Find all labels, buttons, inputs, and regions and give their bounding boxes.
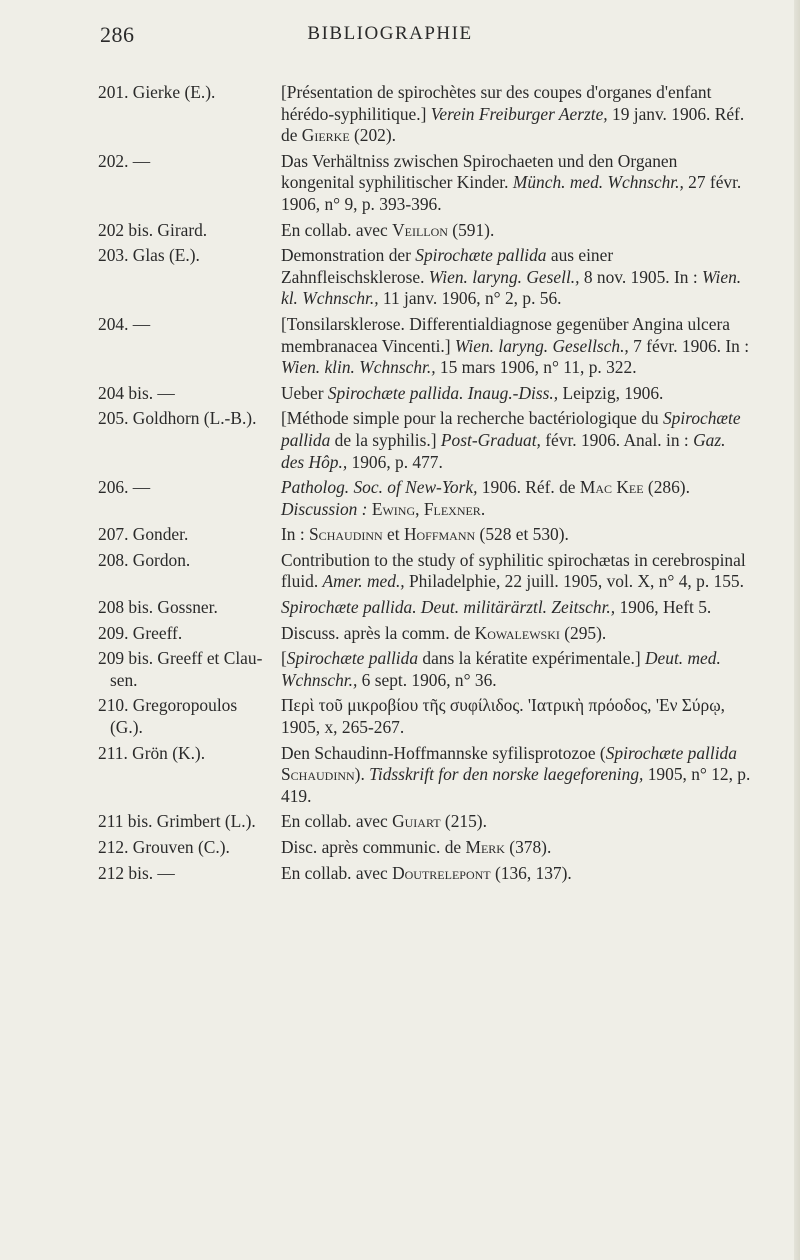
citation-segment: En collab. avec bbox=[281, 862, 393, 883]
citation-segment: Hoffmann bbox=[403, 524, 476, 545]
entry-author-line: 202. — bbox=[98, 150, 151, 171]
bibliography-entry bbox=[0, 383, 800, 405]
entry-citation bbox=[281, 695, 751, 738]
citation-text bbox=[281, 550, 751, 593]
citation-text bbox=[281, 623, 751, 645]
citation-segment: Ewing, Flexner. bbox=[371, 498, 486, 519]
citation-segment: Philadelphie, 22 juill. 1905, vol. X, n° 4, p. 155. bbox=[404, 571, 744, 592]
entry-author-line: 201. Gierke (E.). bbox=[98, 82, 216, 102]
citation-text bbox=[281, 383, 751, 405]
page-number: 286 bbox=[100, 22, 135, 47]
citation-segment: Disc. après communic. de bbox=[281, 837, 466, 857]
bibliography-entry bbox=[0, 524, 800, 546]
citation-segment: Münch. med. Wchnschr., bbox=[512, 172, 684, 193]
citation-segment: Spirochæte pallida bbox=[286, 648, 419, 669]
bibliography-entry bbox=[0, 811, 800, 833]
entry-citation bbox=[281, 245, 751, 310]
entry-author-line: 204. — bbox=[98, 313, 151, 334]
entry-author-line: 209 bis. Greeff et Clau- bbox=[98, 648, 263, 669]
citation-segment: Wien. kl. Wchnschr., bbox=[281, 266, 742, 309]
entry-author bbox=[0, 220, 281, 242]
entry-author bbox=[0, 314, 281, 336]
page-header bbox=[0, 18, 800, 58]
citation-segment: (378). bbox=[504, 837, 552, 857]
entry-citation bbox=[281, 550, 751, 593]
bibliography-entry bbox=[0, 477, 800, 520]
citation-text bbox=[281, 648, 751, 691]
entry-citation bbox=[281, 597, 751, 619]
entry-author bbox=[0, 811, 281, 833]
entry-author-line: (G.). bbox=[110, 717, 143, 738]
entry-author-line: 204 bis. — bbox=[98, 382, 175, 403]
citation-segment: [Méthode simple pour la recherche bactériologique du bbox=[281, 408, 663, 429]
citation-text bbox=[281, 408, 751, 473]
citation-segment: En collab. avec bbox=[281, 811, 393, 832]
citation-segment: (528 et 530). bbox=[475, 524, 569, 545]
citation-segment: aus einer Zahnfleischsklerose. bbox=[281, 245, 614, 287]
citation-segment: 8 nov. 1905. In : bbox=[579, 266, 703, 287]
citation-segment: dans la kératite expérimentale.] bbox=[418, 648, 645, 669]
entry-author-line: 211. Grön (K.). bbox=[98, 742, 206, 763]
citation-segment: 11 janv. 1906, n° 2, p. 56. bbox=[378, 288, 562, 309]
citation-segment: Mac Kee bbox=[579, 477, 644, 498]
citation-text bbox=[281, 151, 751, 216]
citation-segment: Amer. med., bbox=[322, 571, 405, 592]
entry-author-line: sen. bbox=[110, 669, 138, 690]
entry-author bbox=[0, 82, 281, 104]
citation-segment: 6 sept. 1906, n° 36. bbox=[357, 669, 497, 690]
citation-segment: de la syphilis.] bbox=[330, 429, 441, 450]
citation-segment: 27 févr. 1906, n° 9, p. 393-396. bbox=[281, 172, 742, 214]
citation-segment: Spirochæte pallida. Deut. militärärztl. Zeitschr., bbox=[281, 597, 616, 618]
entry-citation bbox=[281, 837, 751, 859]
citation-segment: Tidsskrift for den norske laegeforening, bbox=[369, 764, 644, 785]
citation-text bbox=[281, 695, 751, 738]
entry-author bbox=[0, 597, 281, 619]
entry-citation bbox=[281, 524, 751, 546]
entry-author bbox=[0, 408, 281, 430]
citation-segment: Den Schaudinn-Hoffmannske syfilisprotozoe ( bbox=[281, 742, 606, 763]
entry-author-line: 210. Gregoropoulos bbox=[98, 695, 238, 716]
citation-segment: In : bbox=[281, 524, 310, 545]
citation-segment: ). bbox=[354, 764, 370, 785]
citation-segment: 1905, n° 12, p. 419. bbox=[281, 764, 751, 806]
entry-citation bbox=[281, 477, 751, 520]
citation-text bbox=[281, 524, 751, 546]
citation-text bbox=[281, 220, 751, 242]
citation-segment: [Présentation de spirochètes sur des coupes d'organes d'enfant hérédo-syphilitique.] bbox=[281, 82, 712, 124]
citation-segment: Das Verhältniss zwischen Spirochaeten und den Organen kongenital syphilitischer Kinder. bbox=[281, 150, 678, 193]
bibliography-entry bbox=[0, 82, 800, 147]
bibliography-entry bbox=[0, 648, 800, 691]
entry-author-line: 208 bis. Gossner. bbox=[98, 597, 218, 618]
citation-segment: (286). bbox=[643, 477, 690, 498]
citation-segment: Verein Freiburger Aerzte, bbox=[430, 103, 608, 124]
citation-segment: et bbox=[382, 524, 404, 545]
bibliography-entry bbox=[0, 837, 800, 859]
entry-citation bbox=[281, 408, 751, 473]
citation-segment: Schaudinn bbox=[281, 764, 355, 785]
citation-segment: 1906, p. 477. bbox=[347, 451, 443, 472]
citation-text bbox=[281, 82, 751, 147]
citation-segment: Ueber bbox=[281, 382, 328, 403]
entry-citation bbox=[281, 623, 751, 645]
entry-citation bbox=[281, 863, 751, 885]
entry-author-line: 202 bis. Girard. bbox=[98, 219, 208, 240]
citation-segment: 19 janv. 1906. Réf. de bbox=[281, 103, 745, 146]
citation-segment: [Tonsilarsklerose. Differentialdiagnose gegenüber Angina ulcera membranacea Vincenti.] bbox=[281, 313, 731, 356]
bibliography-entry bbox=[0, 597, 800, 619]
citation-segment: Wien. laryng. Gesellsch., bbox=[454, 335, 629, 356]
entry-author bbox=[0, 550, 281, 572]
entry-author bbox=[0, 648, 281, 691]
entry-author-line: 212 bis. — bbox=[98, 862, 175, 883]
citation-segment: Demonstration der bbox=[281, 245, 416, 266]
entry-author-line: 205. Goldhorn (L.-B.). bbox=[98, 408, 257, 429]
citation-segment: Spirochæte pallida bbox=[605, 742, 737, 763]
entry-author bbox=[0, 623, 281, 645]
citation-segment: Wien. klin. Wchnschr., bbox=[281, 357, 436, 378]
citation-segment: Veillon bbox=[392, 219, 448, 240]
citation-segment: (591). bbox=[447, 219, 495, 240]
citation-segment: 7 févr. 1906. In : bbox=[628, 335, 750, 356]
entry-author bbox=[0, 695, 281, 738]
entry-author bbox=[0, 245, 281, 267]
entry-citation bbox=[281, 811, 751, 833]
bibliography-entry bbox=[0, 220, 800, 242]
citation-segment: Leipzig, 1906. bbox=[558, 382, 664, 403]
citation-segment: Περὶ τοῦ μικροβίου τῆς συφίλιδος. 'Ιατρικὴ πρόοδος, 'Εν Σύρῳ, 1905, x, 265-267. bbox=[281, 695, 725, 738]
citation-segment: (215). bbox=[440, 811, 487, 832]
entry-author-line: 203. Glas (E.). bbox=[98, 245, 200, 266]
citation-segment: En collab. avec bbox=[281, 219, 393, 240]
citation-segment: Guiart bbox=[392, 811, 441, 832]
citation-segment: févr. 1906. Anal. in : bbox=[540, 429, 694, 450]
entry-citation bbox=[281, 220, 751, 242]
entry-author-line: 206. — bbox=[98, 477, 151, 498]
citation-segment: Gierke bbox=[301, 125, 350, 146]
citation-segment: Spirochæte pallida bbox=[415, 245, 547, 266]
entry-citation bbox=[281, 383, 751, 405]
citation-text bbox=[281, 837, 751, 859]
entry-author bbox=[0, 837, 281, 859]
entry-citation bbox=[281, 648, 751, 691]
citation-segment: Deut. med. Wchnschr., bbox=[281, 648, 721, 690]
citation-segment: [ bbox=[281, 648, 287, 669]
bibliography-entry bbox=[0, 245, 800, 310]
citation-text bbox=[281, 811, 751, 833]
entry-author bbox=[0, 383, 281, 405]
citation-segment: 15 mars 1906, n° 11, p. 322. bbox=[435, 357, 637, 378]
entry-citation bbox=[281, 314, 751, 379]
entry-author bbox=[0, 743, 281, 765]
bibliography-entry bbox=[0, 151, 800, 216]
citation-segment: Post-Graduat, bbox=[440, 429, 541, 450]
entry-author-line: 211 bis. Grimbert (L.). bbox=[98, 811, 256, 832]
entry-author-line: 207. Gonder. bbox=[98, 524, 189, 545]
running-head: BIBLIOGRAPHIE bbox=[307, 23, 473, 44]
citation-segment: Discuss. après la comm. de bbox=[281, 622, 475, 643]
entry-citation bbox=[281, 151, 751, 216]
entry-author-line: 208. Gordon. bbox=[98, 549, 191, 570]
citation-segment: Doutrelepont bbox=[392, 862, 491, 883]
entry-citation bbox=[281, 82, 751, 147]
citation-segment: Wien. laryng. Gesell., bbox=[428, 266, 580, 287]
bibliography-entry bbox=[0, 743, 800, 808]
entry-author-line: 212. Grouven (C.). bbox=[98, 837, 230, 857]
bibliography-entry bbox=[0, 550, 800, 593]
citation-segment: Discussion : bbox=[281, 498, 368, 519]
citation-text bbox=[281, 743, 751, 808]
bibliography-entry bbox=[0, 623, 800, 645]
citation-segment: Contribution to the study of syphilitic spirochætas in cerebrospinal fluid. bbox=[281, 549, 746, 592]
citation-text bbox=[281, 597, 751, 619]
citation-segment: 1906. Réf. de bbox=[477, 477, 580, 498]
entry-author bbox=[0, 524, 281, 546]
citation-text bbox=[281, 245, 751, 310]
citation-segment: Spirochæte pallida bbox=[281, 408, 741, 450]
citation-text bbox=[281, 863, 751, 885]
entry-author bbox=[0, 151, 281, 173]
citation-text bbox=[281, 314, 751, 379]
citation-segment: (295). bbox=[559, 622, 607, 643]
citation-segment: Merk bbox=[465, 837, 505, 857]
citation-segment: Spirochæte pallida. Inaug.-Diss., bbox=[327, 382, 559, 403]
entry-author bbox=[0, 477, 281, 499]
citation-segment: (202). bbox=[349, 125, 397, 146]
entry-citation bbox=[281, 743, 751, 808]
citation-segment: (136, 137). bbox=[490, 862, 572, 883]
bibliography-entry bbox=[0, 695, 800, 738]
bibliography-entry bbox=[0, 314, 800, 379]
citation-segment: 1906, Heft 5. bbox=[615, 597, 712, 618]
citation-segment: Patholog. Soc. of New-York, bbox=[281, 477, 478, 498]
bibliography-list bbox=[0, 82, 800, 888]
entry-author-line: 209. Greeff. bbox=[98, 622, 183, 643]
citation-text bbox=[281, 477, 751, 520]
entry-author bbox=[0, 863, 281, 885]
citation-segment: Gaz. des Hôp., bbox=[281, 429, 726, 472]
bibliography-entry bbox=[0, 408, 800, 473]
bibliography-entry bbox=[0, 863, 800, 885]
page-edge bbox=[794, 0, 800, 1260]
citation-segment: Schaudinn bbox=[309, 524, 383, 545]
citation-segment: Kowalewski bbox=[474, 622, 560, 643]
